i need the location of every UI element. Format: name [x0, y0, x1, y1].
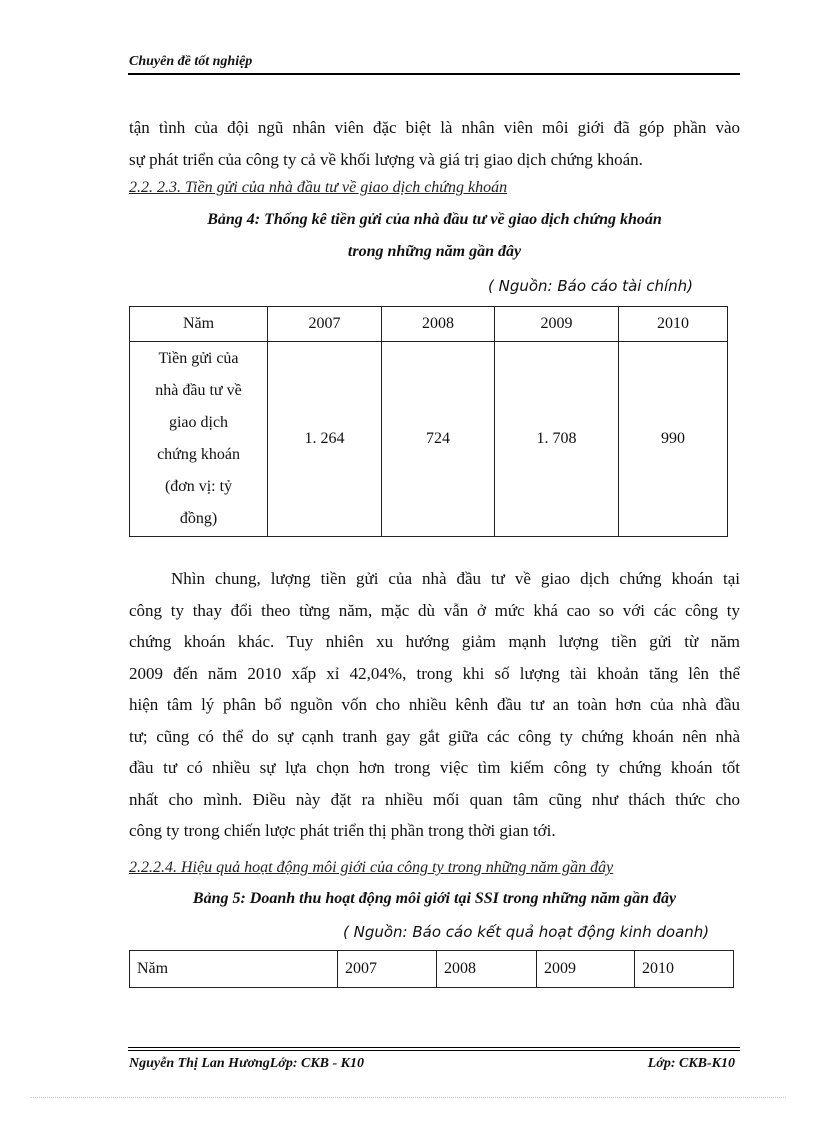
paragraph-line: sự phát triển của công ty cả về khối lượng và giá trị giao dịch chứng khoán. [129, 149, 643, 169]
footer-class: Lớp: CKB-K10 [647, 1056, 735, 1071]
row-label-line: đồng) [179, 510, 218, 527]
table-row [130, 342, 728, 537]
paragraph-line: tận tình của đội ngũ nhân viên đặc biệt là nhân viên môi giới đã góp phần vào [129, 118, 740, 137]
footer-rule-bottom [128, 1050, 740, 1051]
table5-title: Bảng 5: Doanh thu hoạt động môi giới tại SSI trong những năm gần đây [192, 890, 677, 907]
footer-author: Nguyễn Thị Lan HươngLớp: CKB - K10 [129, 1056, 364, 1071]
paragraph-line: hiện tâm lý phân bổ nguồn vốn cho nhiều kênh đầu tư an toàn hơn của nhà đầu [129, 695, 740, 714]
table-header-cell: 2010 [619, 307, 728, 342]
table-cell-2007: 1. 264 [268, 342, 382, 537]
table4-source: ( Nguồn: Báo cáo tài chính) [488, 277, 693, 295]
paragraph-analysis [129, 563, 740, 847]
table-header-cell: 2007 [338, 951, 437, 988]
table-header-cell: 2008 [382, 307, 495, 342]
table-header-cell: 2010 [635, 951, 734, 988]
paragraph-intro [129, 112, 740, 175]
table-cell-2010: 990 [619, 342, 728, 537]
table-header-cell: 2009 [495, 307, 619, 342]
paragraph-line: tư; cũng có thể do sự cạnh tranh gay gắt giữa các công ty chứng khoán nên nhà [129, 726, 740, 746]
paragraph-line: nhất cho mình. Điều này đặt ra nhiều mối quan tâm cũng như thách thức cho [129, 789, 740, 809]
table-header-cell: 2007 [268, 307, 382, 342]
deposits-table [129, 306, 728, 537]
row-label-line: giao dịch [168, 414, 229, 431]
brokerage-revenue-table [129, 950, 734, 988]
paragraph-line: chứng khoán khác. Tuy nhiên xu hướng giảm mạnh lượng tiền gửi từ năm [129, 632, 740, 651]
row-label-line: nhà đầu tư về [155, 382, 242, 399]
table4-title: Bảng 4: Thống kê tiền gửi của nhà đầu tư về giao dịch chứng khoán [207, 211, 662, 228]
table5-source: ( Nguồn: Báo cáo kết quả hoạt động kinh doanh) [343, 923, 710, 941]
section-heading-deposits: 2.2. 2.3. Tiền gửi của nhà đầu tư về giao dịch chứng khoán [129, 179, 508, 196]
table-header-row [130, 307, 728, 342]
page-bottom-divider [30, 1097, 786, 1098]
paragraph-line: đầu tư có nhiều sự lựa chọn hơn trong việc tìm kiếm công ty chứng khoán tốt [129, 758, 740, 777]
row-label-line: chứng khoán [157, 446, 240, 463]
row-label-cell [130, 342, 268, 537]
table-header-cell: 2008 [437, 951, 537, 988]
row-label-line: (đơn vị: tỷ [164, 478, 233, 495]
table-header-row [130, 951, 734, 988]
row-label-line: Tiền gửi của [158, 350, 239, 367]
table-cell-2009: 1. 708 [495, 342, 619, 537]
section-heading-brokerage: 2.2.2.4. Hiệu quả hoạt động môi giới của công ty trong những năm gần đây [129, 859, 614, 876]
header-rule [128, 73, 740, 75]
paragraph-line: công ty thay đổi theo từng năm, mặc dù vẫn ở mức khá cao so với các công ty [129, 600, 740, 620]
table-header-cell: 2009 [537, 951, 635, 988]
table-header-cell: Năm [130, 307, 268, 342]
paragraph-line: công ty trong chiến lược phát triển thị phần trong thời gian tới. [129, 821, 556, 840]
table-cell-2008: 724 [382, 342, 495, 537]
paragraph-line: 2009 đến năm 2010 xấp xỉ 42,04%, trong khi số lượng tài khoản tăng lên thể [129, 663, 740, 683]
page-header-title: Chuyên đề tốt nghiệp [129, 54, 253, 69]
footer-rule-top [128, 1047, 740, 1048]
table-header-cell: Năm [130, 951, 338, 988]
paragraph-line: Nhìn chung, lượng tiền gửi của nhà đầu tư về giao dịch chứng khoán tại [171, 569, 740, 588]
table4-title-line2: trong những năm gần đây [347, 243, 522, 260]
